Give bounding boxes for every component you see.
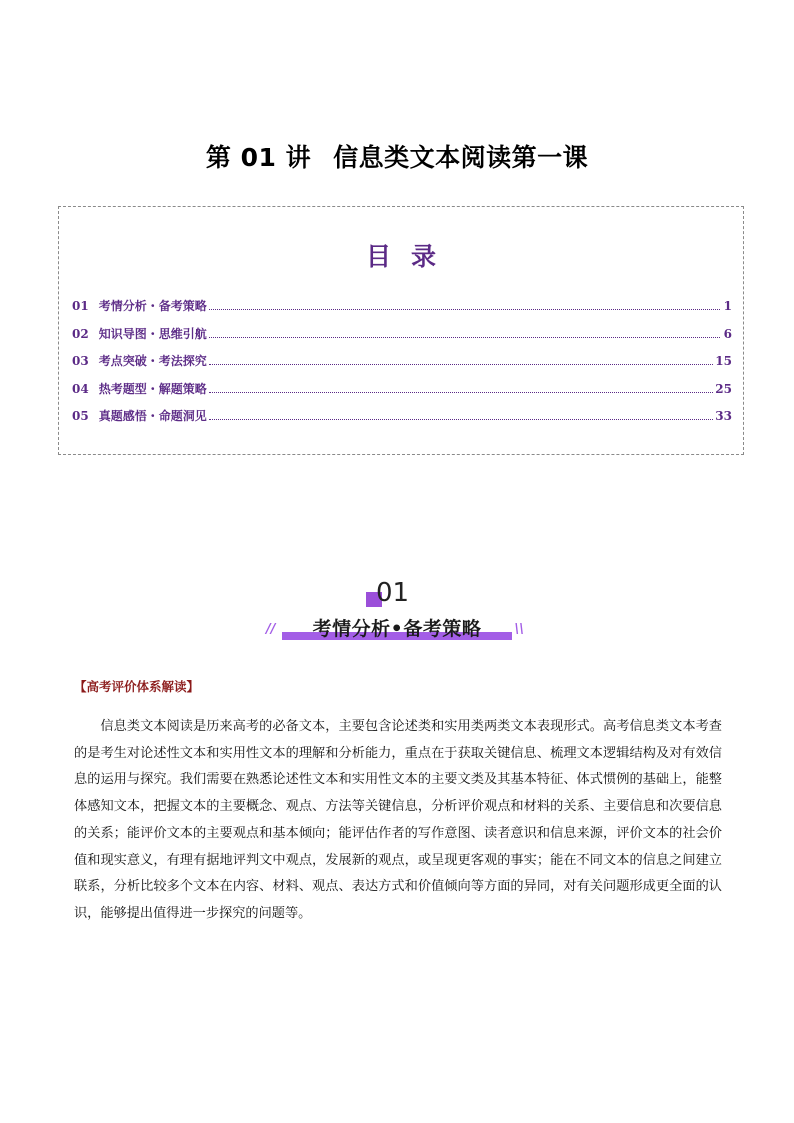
toc-dot-leader: [209, 391, 714, 393]
toc-list: [72, 297, 732, 435]
toc-dot-leader: [209, 336, 720, 338]
body-paragraph: 信息类文本阅读是历来高考的必备文本，主要包含论述类和实用类两类文本表现形式。高考信息类文本考查的是考生对论述性文本和实用性文本的理解和分析能力，重点在于获取关键信息、梳理文本逻辑结构及对有效信息的运用与探究。我们需要在熟悉论述性文本和实用性文本的主要文类及其基本特征、体式惯例的基础上，能整体感知文本，把握文本的主要概念、观点、方法等关键信息，分析评价观点和材料的关系、主要信息和次要信息的关系；能评价文本的主要观点和基本倾向；能评估作者的写作意图、读者意识和信息来源，评价文本的社会价值和现实意义，有理有据地评判文中观点，发展新的观点，或呈现更客观的事实；能在不同文本的信息之间建立联系，分析比较多个文本在内容、材料、观点、表达方式和价值倾向等方面的异同，对有关问题形成更全面的认识，能够提出值得进一步探究的问题等。: [74, 719, 722, 921]
section-number-text: 01: [376, 578, 410, 608]
toc-item-index: 03: [72, 354, 89, 368]
toc-item-label: 热考题型・解题策略: [98, 381, 207, 396]
lecture-number: 第 01 讲: [205, 143, 312, 172]
toc-item-page: 6: [723, 326, 732, 341]
toc-item[interactable]: [72, 352, 732, 380]
toc-heading: 目录: [365, 242, 456, 271]
toc-item-page: 1: [723, 299, 732, 313]
toc-dot-leader: [209, 308, 720, 310]
toc-item-page: 33: [715, 409, 732, 423]
toc-item[interactable]: [72, 380, 732, 408]
toc-item-label: 知识导图・思维引航: [98, 326, 207, 341]
toc-dot-leader: [209, 363, 714, 365]
toc-item-label: 考情分析・备考策略: [98, 299, 207, 313]
section-banner-deco-left: //: [266, 622, 276, 637]
section-number: [366, 578, 446, 610]
toc-item[interactable]: [72, 297, 732, 325]
toc-item-index: 04: [72, 381, 89, 396]
toc-item-index: 01: [72, 299, 89, 313]
toc-item-index: 02: [72, 326, 89, 341]
table-of-contents: [58, 206, 744, 455]
toc-item[interactable]: [72, 407, 732, 435]
section-banner: [262, 612, 532, 646]
toc-item[interactable]: [72, 325, 732, 353]
toc-item-label: 真题感悟・命题洞见: [98, 409, 207, 423]
toc-dot-leader: [209, 418, 714, 420]
toc-item-index: 05: [72, 409, 89, 423]
toc-item-label: 考点突破・考法探究: [98, 354, 207, 368]
section-banner-deco-right: \\: [514, 622, 524, 637]
toc-item-page: 15: [715, 354, 732, 368]
subheading: 【高考评价体系解读】: [74, 679, 200, 694]
lecture-title: 信息类文本阅读第一课: [333, 143, 589, 172]
toc-item-page: 25: [715, 381, 732, 396]
section-title: 考情分析•备考策略: [312, 618, 482, 640]
page-title: [0, 138, 794, 174]
